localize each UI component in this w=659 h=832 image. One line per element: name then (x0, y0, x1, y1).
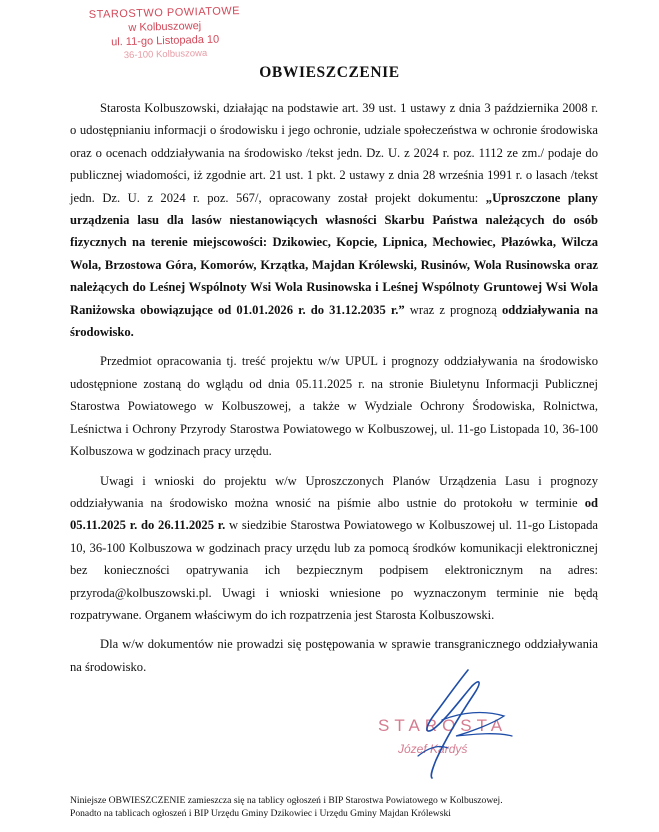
paragraph-announcement (70, 97, 598, 343)
stamp-line-1: STAROSTWO POWIATOWE (88, 5, 241, 21)
document-name: „Uproszczone plany urządzenia lasu dla lasów niestanowiących własności Skarbu Państwa należących do osób fizycznych na terenie miejscowości: Dzikowiec, Kopcie, Lipnica, Mechowiec, Płazówka, Wilcza Wola, Brzostowa Góra, Komorów, Krzątka, Majdan Królewski, Rusinów, Wola Rusinowska oraz należących do Leśnej Wspólnoty Wsi Wola Rusinowska i Leśnej Wspólnoty Gruntowej Wsi Wola Raniżowska obowiązujące od 01.01.2026 r. do 31.12.2035 r.” (70, 190, 598, 317)
announcement-intro: Starosta Kolbuszowski, działając na podstawie art. 39 ust. 1 ustawy z dnia 3 października 2008 r. o udostępnianiu informacji o środowisku i jego ochronie, udziale społeczeństwa w ochronie środowiska oraz o ocenach oddziaływania na środowisko /tekst jedn. Dz. U. z 2024 r. poz. 1112 ze zm./ podaje do publicznej wiadomości, iż zgodnie art. 21 ust. 1 pkt. 2 ustawy z dnia 28 września 1991 r. o lasach /tekst jedn. Dz. U. z 2024 r. poz. 567/, opracowany został projekt dokumentu: (70, 101, 598, 205)
stamp-line-3: ul. 11-go Listopada 10 (111, 33, 220, 49)
paragraph-availability: Przedmiot opracowania tj. treść projektu w/w UPUL i prognozy oddziaływania na środowisko udostępnione zostaną do wglądu od dnia 05.11.2025 r. na stronie Biuletynu Informacji Publicznej Starostwa Powiatowego w Kolbuszowej, a także w Wydziale Ochrony Środowiska, Rolnictwa, Leśnictwa i Ochrony Przyrody Starostwa Powiatowego w Kolbuszowej, ul. 11-go Listopada 10, 36-100 Kolbuszowa w godzinach pracy urzędu. (70, 354, 598, 459)
distribution-note-line-1: Niniejsze OBWIESZCZENIE zamieszcza się na tablicy ogłoszeń i BIP Starostwa Powiatowego w Kolbuszowej. (70, 795, 503, 806)
document-body (70, 97, 598, 678)
signature-stamp-name: Józef Kardyś (398, 742, 468, 756)
document-title: OBWIESZCZENIE (259, 64, 400, 81)
stamp-line-2: w Kolbuszowej (128, 20, 202, 34)
distribution-note-line-2: Ponadto na tablicach ogłoszeń i BIP Urzędu Gminy Dzikowiec i Urzędu Gminy Majdan Królewski (70, 808, 451, 819)
handwritten-signature (372, 660, 522, 780)
paragraph-transboundary: Dla w/w dokumentów nie prowadzi się postępowania w sprawie transgranicznego oddziaływania na środowisko. (70, 637, 598, 674)
comments-period: od 05.11.2025 r. do 26.11.2025 r. (70, 495, 598, 533)
paragraph-comments (70, 470, 598, 627)
signature-stamp-title: STAROSTA (378, 716, 508, 735)
distribution-note (70, 794, 610, 820)
stamp-line-4: 36-100 Kolbuszowa (123, 47, 208, 62)
office-stamp (69, 4, 260, 65)
forecast-name: oddziaływania na środowisko. (70, 302, 598, 340)
announcement-connector: wraz z prognozą (404, 302, 502, 317)
comments-intro: Uwagi i wnioski do projektu w/w Uproszczonych Planów Urządzenia Lasu i prognozy oddziaływania na środowisko można wnosić na piśmie albo ustnie do protokołu w terminie (70, 473, 598, 510)
comments-details: w siedzibie Starostwa Powiatowego w Kolbuszowej ul. 11-go Listopada 10, 36-100 Kolbuszowa w godzinach pracy urzędu lub za pomocą środków komunikacji elektronicznej bez konieczności opatrywania ich bezpiecznym podpisem elektronicznym na adres: przyroda@kolbuszowski.pl. Uwagi i wnioski wniesione po wyznaczonym terminie nie będą rozpatrywane. Organem właściwym do ich rozpatrzenia jest Starosta Kolbuszowski. (70, 518, 598, 622)
